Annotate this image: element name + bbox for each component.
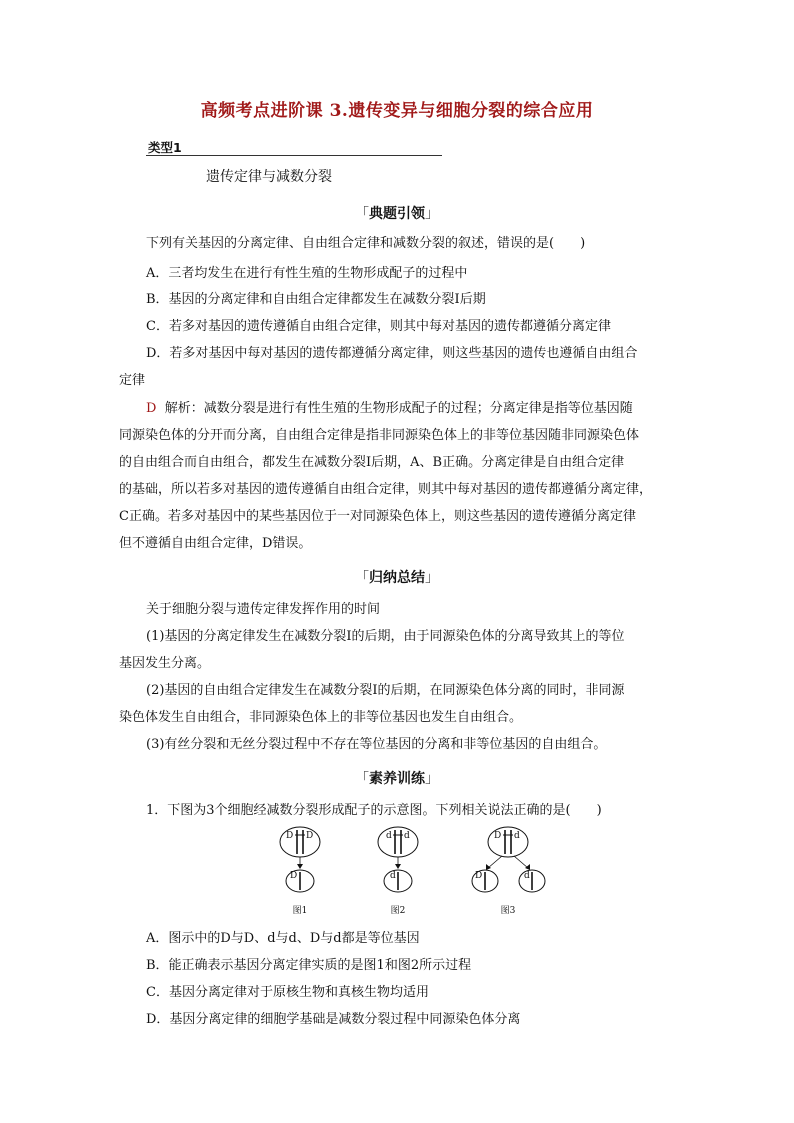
gene-label: D [286,831,294,841]
analysis-line: 但不遵循自由组合定律，D错误。 [119,536,312,551]
figure-caption: 图2 [390,906,406,916]
option-b: B．基因的分离定律和自由组合定律都发生在减数分裂Ⅰ后期 [146,292,486,307]
option-d-continued: 定律 [119,373,146,388]
option-a: A．三者均发生在进行有性生殖的生物形成配子的过程中 [146,266,468,281]
bracket-close: 」 [425,771,439,787]
section-title: 素养训练 [369,771,425,787]
figure-caption: 图1 [292,906,308,916]
analysis-line [146,397,633,416]
type-divider [146,155,442,156]
question-stem: 1．下图为3个细胞经减数分裂形成配子的示意图。下列相关说法正确的是( ) [146,803,602,818]
gene-label: D [306,831,314,841]
page-title: 高频考点进阶课 3.遗传变异与细胞分裂的综合应用 [200,101,594,121]
answer-letter: D [146,401,157,416]
gene-label: d [404,831,410,841]
gene-label: D [494,831,502,841]
option-b: B．能正确表示基因分离定律实质的是图1和图2所示过程 [146,958,472,973]
type-label: 类型1 [148,140,182,155]
option-c: C．基因分离定律对于原核生物和真核生物均适用 [146,985,429,1000]
bracket-open: 「 [355,206,369,222]
bracket-close: 」 [425,570,439,586]
summary-line: (2)基因的自由组合定律发生在减数分裂Ⅰ的后期，在同源染色体分离的同时，非同源 [146,683,625,698]
option-a: A．图示中的D与D、d与d、D与d都是等位基因 [146,931,420,946]
analysis-text: 解析：减数分裂是进行有性生殖的生物形成配子的过程；分离定律是指等位基因随 [164,401,633,416]
analysis-line: C正确。若多对基因中的某些基因位于一对同源染色体上，则这些基因的遗传遵循分离定律 [119,509,636,524]
gene-label: d [386,831,392,841]
section-heading-example [0,203,794,223]
figure-1 [280,827,320,916]
analysis-line: 的基础，所以若多对基因的遗传遵循自由组合定律，则其中每对基因的遗传都遵循分离定律， [119,482,653,497]
section-title: 归纳总结 [369,570,425,586]
option-c: C．若多对基因的遗传遵循自由组合定律，则其中每对基因的遗传都遵循分离定律 [146,319,611,334]
summary-line: 基因发生分离。 [119,656,211,671]
bracket-open: 「 [355,771,369,787]
option-d: D．基因分离定律的细胞学基础是减数分裂过程中同源染色体分离 [146,1012,521,1027]
gene-label: D [475,871,483,881]
section-heading-training [0,768,794,788]
gene-label: D [290,871,298,881]
figure-2 [378,827,418,916]
analysis-line: 的自由组合而自由组合，都发生在减数分裂Ⅰ后期，A、B正确。分离定律是自由组合定律 [119,455,625,470]
bracket-close: 」 [425,206,439,222]
summary-line: (3)有丝分裂和无丝分裂过程中不存在等位基因的分离和非等位基因的自由组合。 [146,737,607,752]
bracket-open: 「 [355,570,369,586]
section-title: 典题引领 [369,206,425,222]
question-stem: 下列有关基因的分离定律、自由组合定律和减数分裂的叙述，错误的是( ) [146,236,586,251]
summary-line: 染色体发生自由组合，非同源染色体上的非等位基因也发生自由组合。 [119,710,523,725]
meiosis-figure [270,820,550,920]
gene-label: d [514,831,520,841]
analysis-line: 同源染色体的分开而分离，自由组合定律是指非同源染色体上的非等位基因随非同源染色体 [119,428,640,443]
section-heading-summary [0,567,794,587]
gene-label: d [524,871,530,881]
gene-label: d [390,871,396,881]
figure-3 [472,827,545,916]
type-subtitle: 遗传定律与减数分裂 [206,169,332,185]
summary-line: 关于细胞分裂与遗传定律发挥作用的时间 [146,602,381,617]
option-d: D．若多对基因中每对基因的遗传都遵循分离定律，则这些基因的遗传也遵循自由组合 [146,346,638,361]
figure-caption: 图3 [500,906,516,916]
summary-line: (1)基因的分离定律发生在减数分裂Ⅰ的后期，由于同源染色体的分离导致其上的等位 [146,629,625,644]
